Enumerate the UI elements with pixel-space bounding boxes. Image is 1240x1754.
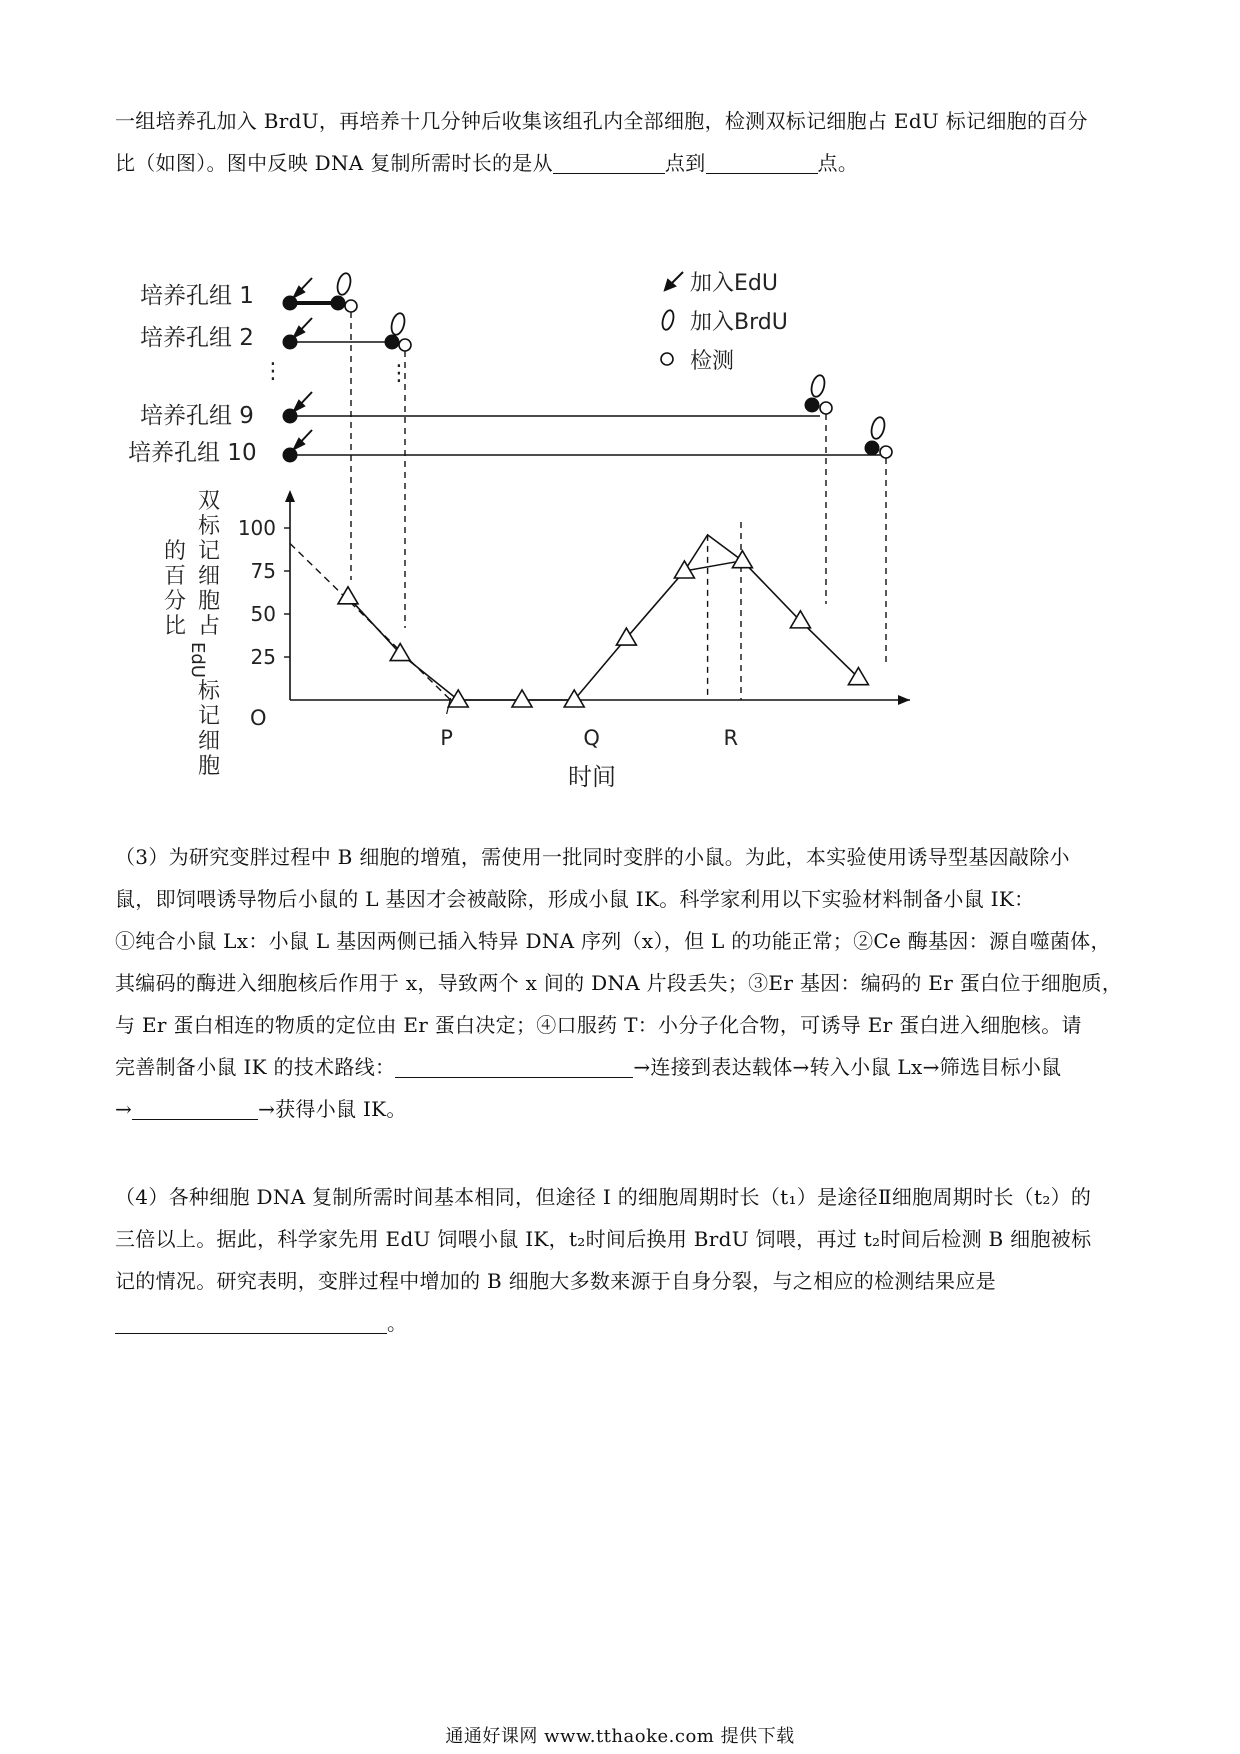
q3-line-3: ①纯合小鼠 Lx：小鼠 L 基因两侧已插入特异 DNA 序列（x），但 L 的功能正常；②Ce 酶基因：源自噬菌体， — [115, 929, 1111, 953]
data-point-triangle — [338, 587, 358, 604]
edu-start-dots — [283, 296, 298, 463]
data-point-triangle — [732, 551, 752, 568]
group-1-label: 培养孔组 1 — [140, 283, 254, 309]
y-axis-label-char: 分 — [164, 589, 187, 614]
legend-brdu-label: 加入BrdU — [690, 310, 788, 335]
x-tick-label-P: P — [440, 726, 453, 750]
experiment-figure — [0, 240, 1240, 810]
detect-circles — [345, 300, 892, 458]
y-axis-label-char: 双 — [198, 489, 221, 514]
legend — [661, 271, 788, 374]
q4-line-3: 记的情况。研究表明，变胖过程中增加的 B 细胞大多数来源于自身分裂，与之相应的检测结果应是 — [115, 1269, 996, 1293]
y-axis-label-char: 胞 — [198, 754, 221, 779]
origin-label: O — [250, 706, 267, 730]
x-axis-label: 时间 — [568, 763, 616, 791]
y-axis-label-char: 的 — [164, 539, 187, 564]
answer-blank-route-2[interactable] — [132, 1097, 258, 1120]
legend-brdu-capsule-icon — [661, 309, 676, 331]
timelines — [290, 303, 880, 455]
y-axis-label-char: 胞 — [198, 589, 221, 614]
y-axis-label — [164, 489, 221, 779]
q4-line-4: 。 — [115, 1302, 1135, 1344]
y-tick-label: 75 — [250, 559, 276, 583]
brdu-dots — [331, 296, 880, 456]
group-10-label: 培养孔组 10 — [128, 440, 257, 466]
answer-blank-route-1[interactable] — [395, 1055, 633, 1078]
legend-detect-circle-icon — [661, 353, 673, 365]
y-axis-label-char: 占 — [198, 614, 221, 639]
y-tick-label: 25 — [250, 645, 276, 669]
x-axis-arrow-icon — [898, 695, 910, 705]
question-3 — [115, 836, 1135, 1130]
x-tick-label-Q: Q — [583, 726, 600, 750]
answer-blank-q4[interactable] — [115, 1311, 387, 1334]
data-line — [348, 535, 858, 700]
ellipsis-right: ⋮ — [388, 361, 410, 386]
y-axis-label-char: 百 — [164, 564, 187, 589]
data-point-triangle — [448, 690, 468, 707]
q3-line-5: 与 Er 蛋白相连的物质的定位由 Er 蛋白决定；④口服药 T：小分子化合物，可诱导 Er 蛋白进入细胞核。请 — [115, 1013, 1082, 1037]
y-axis-label-char: 标 — [198, 514, 221, 539]
intro-line-1: 一组培养孔加入 BrdU，再培养十几分钟后收集该组孔内全部细胞，检测双标记细胞占 EdU 标记细胞的百分 — [115, 109, 1088, 133]
y-axis-label-char: 记 — [198, 704, 221, 729]
q3-line-7: → →获得小鼠 IK。 — [115, 1097, 407, 1121]
y-axis-label-char: 记 — [198, 539, 221, 564]
y-tick-label: 100 — [237, 516, 276, 540]
legend-edu-arrow-icon — [665, 272, 683, 290]
q3-line-4: 其编码的酶进入细胞核后作用于 x，导致两个 x 间的 DNA 片段丢失；③Er 基因：编码的 Er 蛋白位于细胞质， — [115, 971, 1123, 995]
footer: 通通好课网 www.tthaoke.com 提供下载 — [445, 1726, 795, 1747]
y-tick-label: 50 — [250, 602, 276, 626]
q3-line-1: （3）为研究变胖过程中 B 细胞的增殖，需使用一批同时变胖的小鼠。为此，本实验使用诱导型基因敲除小 — [115, 845, 1070, 869]
y-axis-label-char: 细 — [198, 729, 221, 754]
intro-line-2: 比（如图）。图中反映 DNA 复制所需时长的是从 点到 点。 — [115, 151, 859, 175]
q3-line-6: 完善制备小鼠 IK 的技术路线： →连接到表达载体→转入小鼠 Lx→筛选目标小鼠 — [115, 1055, 1062, 1079]
y-axis-label-char: 标 — [198, 679, 221, 704]
y-axis-label-char: 细 — [198, 564, 221, 589]
y-axis-label-char: EdU — [187, 642, 208, 678]
question-4 — [115, 1176, 1135, 1344]
chart — [238, 490, 910, 750]
y-axis-label-char: 比 — [164, 614, 187, 639]
answer-blank-start[interactable] — [553, 151, 665, 174]
q3-line-2: 鼠，即饲喂诱导物后小鼠的 L 基因才会被敲除，形成小鼠 IK。科学家利用以下实验材料制备小鼠 IK： — [115, 887, 1035, 911]
ellipsis-left: ⋮ — [262, 359, 284, 384]
x-tick-label-R: R — [723, 726, 739, 750]
data-point-triangle — [512, 690, 532, 707]
intro-paragraph — [115, 100, 1135, 184]
q4-line-1: （4）各种细胞 DNA 复制所需时间基本相同，但途径 I 的细胞周期时长（t₁）是途径Ⅱ细胞周期时长（t₂）的 — [115, 1185, 1092, 1209]
group-9-label: 培养孔组 9 — [140, 403, 254, 429]
y-axis-arrow-icon — [285, 490, 295, 502]
legend-detect-label: 检测 — [690, 349, 735, 374]
legend-edu-label: 加入EdU — [690, 271, 778, 296]
group-2-label: 培养孔组 2 — [140, 325, 254, 351]
brdu-capsule-icons — [335, 272, 886, 440]
q4-line-2: 三倍以上。据此，科学家先用 EdU 饲喂小鼠 IK，t₂时间后换用 BrdU 饲喂，再过 t₂时间后检测 B 细胞被标 — [115, 1227, 1092, 1251]
answer-blank-end[interactable] — [706, 151, 818, 174]
